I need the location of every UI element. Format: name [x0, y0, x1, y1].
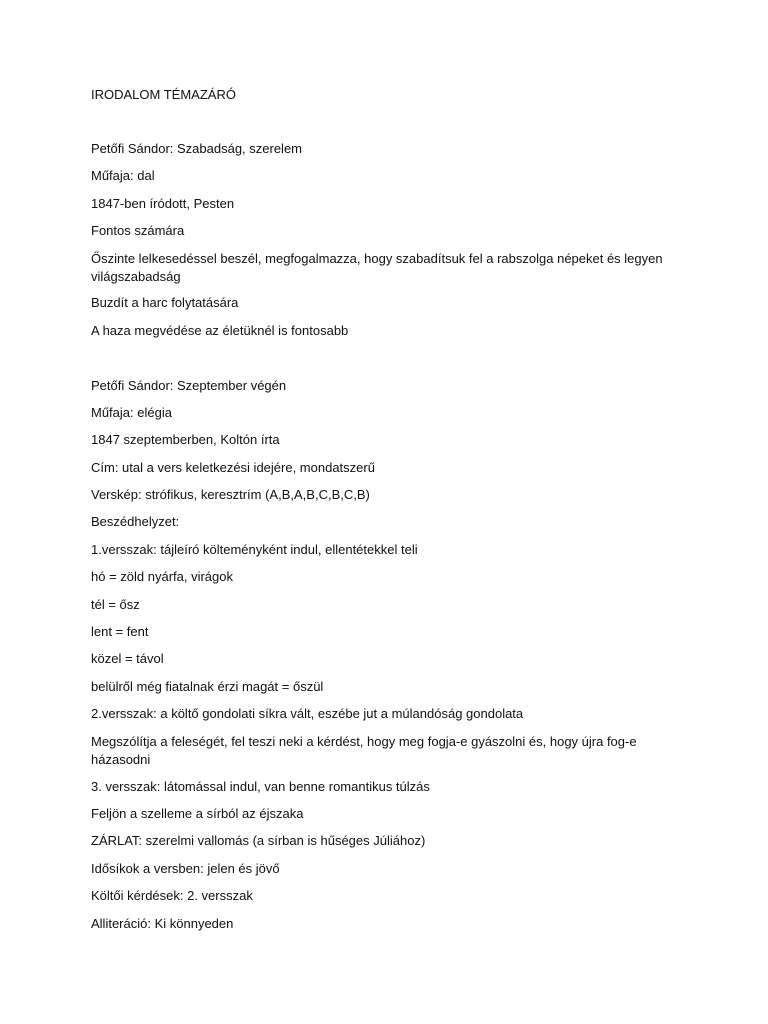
- text-line: Alliteráció: Ki könnyeden: [91, 916, 234, 931]
- text-line: 2.versszak: a költő gondolati síkra vált, eszébe jut a múlandóság gondolata: [91, 706, 524, 721]
- text-line: Fontos számára: [91, 223, 185, 238]
- text-line: 1.versszak: tájleíró költeményként indul, ellentétekkel teli: [91, 542, 418, 557]
- text-line: Beszédhelyzet:: [91, 514, 180, 529]
- text-line: hó = zöld nyárfa, virágok: [91, 569, 233, 584]
- text-line: 1847-ben íródott, Pesten: [91, 196, 235, 211]
- text-line: Őszinte lelkesedéssel beszél, megfogalmazza, hogy szabadítsuk fel a rabszolga népeket és legyen világszabadság: [91, 251, 663, 284]
- text-line: 3. versszak: látomással indul, van benne romantikus túlzás: [91, 779, 430, 794]
- text-line: Megszólítja a feleségét, fel teszi neki a kérdést, hogy meg fogja-e gyászolni és, hogy újra fog-e házasodni: [91, 734, 637, 767]
- text-line: Idősíkok a versben: jelen és jövő: [91, 861, 280, 876]
- text-line: Buzdít a harc folytatására: [91, 295, 239, 310]
- text-line: közel = távol: [91, 651, 164, 666]
- text-line: Cím: utal a vers keletkezési idejére, mondatszerű: [91, 460, 375, 475]
- text-line: Költői kérdések: 2. versszak: [91, 888, 253, 903]
- text-line: ZÁRLAT: szerelmi vallomás (a sírban is hűséges Júliához): [91, 833, 426, 848]
- text-line: lent = fent: [91, 624, 149, 639]
- text-line: Műfaja: dal: [91, 168, 155, 183]
- document-title: IRODALOM TÉMAZÁRÓ: [91, 87, 236, 102]
- text-line: belülről még fiatalnak érzi magát = őszül: [91, 679, 324, 694]
- text-line: Verskép: strófikus, keresztrím (A,B,A,B,C,B,C,B): [91, 487, 370, 502]
- text-line: 1847 szeptemberben, Koltón írta: [91, 432, 280, 447]
- text-line: Feljön a szelleme a sírból az éjszaka: [91, 806, 304, 821]
- text-line: tél = ősz: [91, 597, 140, 612]
- section-heading: Petőfi Sándor: Szeptember végén: [91, 378, 287, 393]
- section-heading: Petőfi Sándor: Szabadság, szerelem: [91, 141, 303, 156]
- text-line: Műfaja: elégia: [91, 405, 172, 420]
- text-line: A haza megvédése az életüknél is fontosabb: [91, 323, 349, 338]
